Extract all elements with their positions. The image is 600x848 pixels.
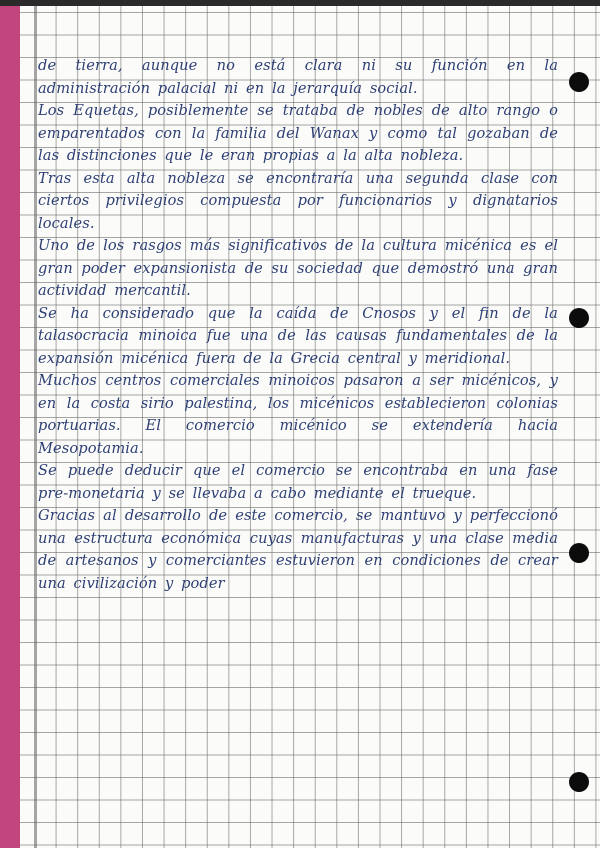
paragraph: Gracias al desarrollo de este comercio, se mantuvo y perfeccionó una estructura económica cuyas manufacturas y una clase media de artesanos y comerciantes estuvieron en condiciones de crear una civilización y poder xyxy=(38,507,558,592)
binder-hole-2 xyxy=(569,308,589,328)
paragraph: Uno de los rasgos más significativos de la cultura micénica es el gran poder expansionista de su sociedad que demostró una gran actividad mercantil. xyxy=(38,237,558,299)
paragraph: Muchos centros comerciales minoicos pasaron a ser micénicos, y en la costa sirio palestina, los micénicos establecieron colonias portuarias. El comercio micénico se extendería hacia Mesopotamia. xyxy=(38,372,558,457)
paragraph: Se ha considerado que la caída de Cnosos y el fin de la talasocracia minoica fue una de las causas fundamentales de la expansión micénica fuera de la Grecia central y meridional. xyxy=(38,304,558,367)
binder-hole-4 xyxy=(569,772,589,792)
paragraph: Los Equetas, posiblemente se trataba de nobles de alto rango o emparentados con la familia del Wanax y como tal gozaban de las distinciones que le eran propias a la alta nobleza. xyxy=(38,102,558,164)
handwritten-text-body xyxy=(38,55,558,595)
margin-rule-line xyxy=(35,6,37,848)
paragraph: de tierra, aunque no está clara ni su función en la administración palacial ni en la jerarquía social. xyxy=(38,57,558,97)
paragraph: Se puede deducir que el comercio se encontraba en una fase pre-monetaria y se llevaba a cabo mediante el trueque. xyxy=(38,462,558,502)
binding-margin-strip xyxy=(0,6,20,848)
binder-hole-1 xyxy=(569,72,589,92)
binder-hole-3 xyxy=(569,543,589,563)
paragraph: Tras esta alta nobleza se encontraría una segunda clase con ciertos privilegios compuesta por funcionarios y dignatarios locales. xyxy=(38,169,558,232)
